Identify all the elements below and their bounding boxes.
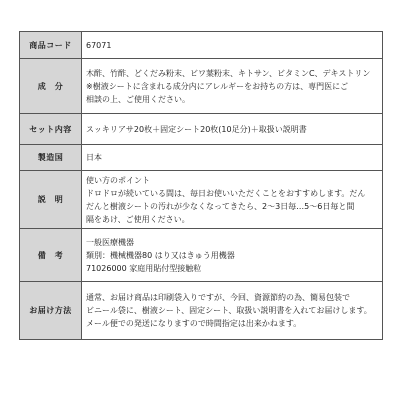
description-line: だんと樹液シートの汚れが少なくなってきたら、2～3日毎…5～6日毎と間 (86, 201, 355, 211)
value-remarks (82, 229, 383, 282)
row-product-code (20, 32, 383, 59)
value-description (82, 171, 383, 229)
ingredients-line: ※樹液シートに含まれる成分内にアレルギーをお持ちの方は、専門医にご (86, 81, 349, 91)
description-line: ドロドロが続いている間は、毎日お使いいただくことをおすすめします。だん (86, 188, 366, 198)
remarks-line: 一般医療機器 (86, 237, 134, 247)
row-ingredients (20, 59, 383, 114)
set-contents-text: スッキリアサ20枚＋固定シート20枚(10足分)＋取扱い説明書 (86, 124, 307, 134)
label-remarks: 備 考 (20, 229, 82, 282)
label-country: 製造国 (20, 145, 82, 171)
row-set-contents (20, 114, 383, 145)
value-country (82, 145, 383, 171)
value-ingredients (82, 59, 383, 114)
delivery-line: 通常、お届け商品は印刷袋入りですが、今回、資源節約の為、簡易包装で (86, 293, 350, 302)
description-line: 使い方のポイント (86, 175, 150, 185)
product-code-text: 67071 (86, 40, 112, 50)
label-description: 説 明 (20, 171, 82, 229)
label-ingredients: 成 分 (20, 59, 82, 114)
label-product-code: 商品コード (20, 32, 82, 59)
description-line: 隔をあけ、ご使用ください。 (86, 214, 190, 224)
row-remarks (20, 229, 383, 282)
remarks-line: 類別：機械機器80 はり又はきゅう用機器 (86, 250, 235, 260)
value-set-contents (82, 114, 383, 145)
row-country (20, 145, 383, 171)
row-description (20, 171, 383, 229)
country-text: 日本 (86, 153, 102, 162)
value-product-code (82, 32, 383, 59)
label-set-contents: セット内容 (20, 114, 82, 145)
delivery-line: ビニール袋に、樹液シート、固定シート、取扱い説明書を入れてお届けします。 (86, 306, 372, 315)
delivery-line: メール便での発送になりますので時間指定は出来かねます。 (86, 319, 302, 328)
row-delivery-method (20, 282, 383, 340)
remarks-line: 71026000 家庭用貼付型接触粒 (86, 263, 202, 273)
label-delivery-method: お届け方法 (20, 282, 82, 340)
ingredients-line: 木酢、竹酢、どくだみ粉末、ビワ葉粉末、キトサン、ビタミンC、デキストリン (86, 68, 371, 78)
ingredients-line: 相談の上、ご使用ください。 (86, 94, 190, 104)
product-spec-table (19, 31, 383, 340)
value-delivery-method (82, 282, 383, 340)
